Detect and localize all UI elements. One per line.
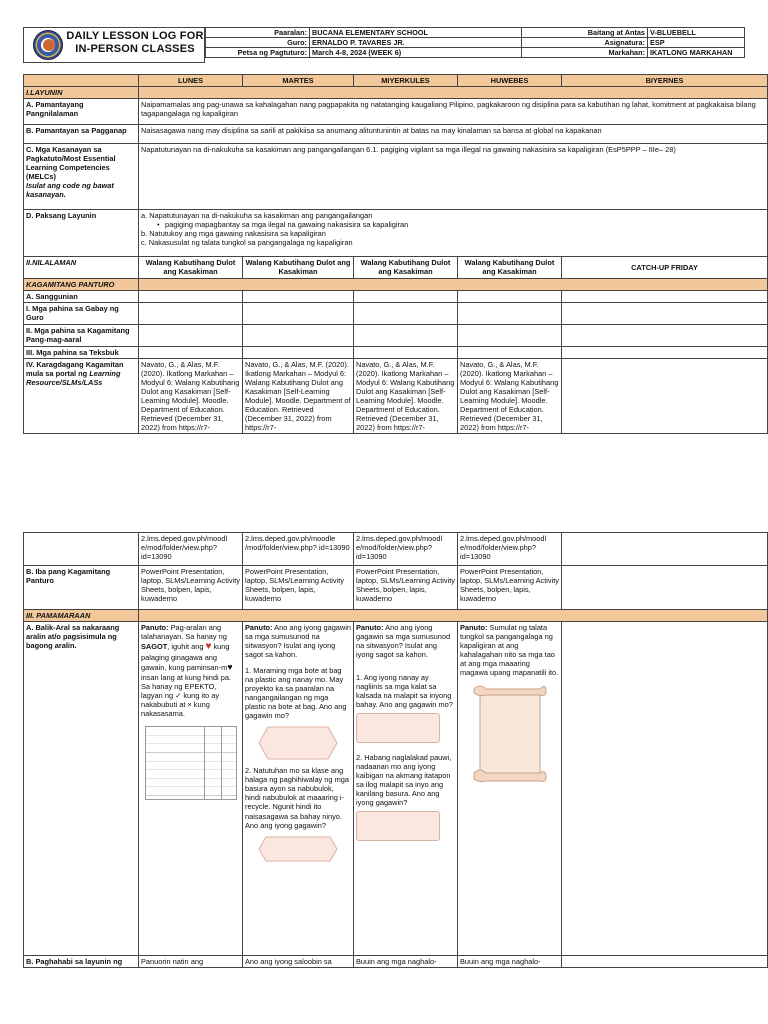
- paksang-layunin-b: b. Natutukoy ang mga gawaing nakasisira sa kapaligiran: [141, 229, 326, 239]
- day-biyernes: BIYERNES: [562, 75, 768, 87]
- melc-note: Isulat ang code ng bawat kasanayan.: [26, 181, 114, 200]
- pamantayang-pangnilalaman-text: Naipamamalas ang pag-unawa sa kahalagahan nang pagpapakita ng natatanging kaugaliang Pilipino, pagkakaroon ng disiplina para sa kabutihan ng lahat, komitment at pagkakaisa bilang tagapangalaga ng kapaligiran: [139, 99, 768, 125]
- day-header-blank: [24, 75, 139, 87]
- iba-pang-kagamitan-label: B. Iba pang Kagamitang Panturo: [24, 566, 139, 610]
- baitang-label: Baitang at Antas: [522, 28, 648, 38]
- reference-cont-martes: 2.lms.deped.gov.ph/moodle /mod/folder/view.php? id=13090: [243, 533, 354, 566]
- paghahabi-miyerkules: Buuin ang mga naghalo-: [354, 956, 458, 968]
- day-header-row: [24, 75, 768, 87]
- guro-value: ERNALDO P. TAVARES JR.: [310, 38, 522, 48]
- nilalaman-label: II.NILALAMAN: [24, 257, 139, 279]
- scroll-paper-icon: [472, 683, 548, 783]
- section-kagamitan: KAGAMITANG PANTURO: [24, 279, 139, 291]
- reference-cont-huwebes: 2.lms.deped.gov.ph/moodl e/mod/folder/view.php? id=13090: [458, 533, 562, 566]
- day-miyerkules: MIYERKULES: [354, 75, 458, 87]
- nilalaman-miyerkules: Walang Kabutihang Dulot ang Kasakiman: [354, 257, 458, 279]
- sanggunian-label: A. Sanggunian: [24, 291, 139, 303]
- paaralan-value: BUCANA ELEMENTARY SCHOOL: [310, 28, 522, 38]
- paghahabi-martes: Ano ang iyong saloobin sa: [243, 956, 354, 968]
- lesson-log-table: [23, 74, 768, 434]
- karagdagang-kagamitan-label: IV. Karagdagang Kagamitan mula sa portal ng Learning Resource/SLMs/LASs: [24, 359, 139, 434]
- guro-label: Guro:: [206, 38, 310, 48]
- melc-label-cell: [24, 144, 139, 210]
- title-line-2: IN-PERSON CLASSES: [75, 42, 195, 55]
- miyerkules-item-2: 2. Habang naglalakad pauwi, nadaanan mo ang iyong kaibigan na akmang itatapon sa ilog malapit sa inyo ang kanilang basura. Ano ang iyong gagawin?: [356, 753, 452, 808]
- balik-aral-huwebes: Panuto: Sumulat ng talata tungkol sa pangangalaga ng kapaligiran at ang kahalagahan nito sa mga tao at ang mga maaaring magawa upang mapanatili ito.: [458, 622, 562, 956]
- day-lunes: LUNES: [139, 75, 243, 87]
- catch-up-friday: CATCH-UP FRIDAY: [562, 257, 768, 279]
- reference-biyernes: [562, 359, 768, 434]
- deped-seal-icon: [33, 30, 63, 60]
- melc-text: Napatutunayan na di-nakukuha sa kasakiman ang pangangailangan 6.1. pagiging vigilant sa mga illegal na gawaing nakasisira sa kapaligiran (EsP5PPP – IIIe– 28): [139, 144, 768, 210]
- asignatura-value: ESP: [648, 38, 745, 48]
- kagamitan-martes: PowerPoint Presentation, laptop, SLMs/Learning Activity Sheets, bolpen, lapis, kuwaderno: [243, 566, 354, 610]
- nilalaman-huwebes: Walang Kabutihang Dulot ang Kasakiman: [458, 257, 562, 279]
- pamantayan-sa-pagganap-text: Naisasagawa nang may disiplina sa sarili at pakikiisa sa anumang alituntunintin at batas na may kinalaman sa bansa at global na kapakanan: [139, 125, 768, 144]
- martes-item-2: 2. Natutuhan mo sa klase ang halaga ng paghihiwalay ng mga basura ayon sa nabubulok, hindi nabubulok at maaaring i-recycle. Ngunit hindi ito naisasagawa sa bahay ninyo. Ano ang iyong gagawin?: [245, 766, 349, 830]
- paaralan-label: Paaralan:: [206, 28, 310, 38]
- teksbuk-label: III. Mga pahina sa Teksbuk: [24, 347, 139, 359]
- title-line-1: DAILY LESSON LOG FOR: [66, 30, 204, 42]
- balik-aral-martes: Panuto: Ano ang iyong gagawin sa mga sumusunod na sitwasyon? Isulat ang iyong sagot sa kahon. 1. Maraming mga bote at bag na plastic ang nanay mo. May proyekto ka sa paaralan na nangangailangan ng mga plastic na bote at bag. Ano ang gagawin mo? 2. Natutuhan mo sa klase ang halaga ng paghihiwalay ng mga basura ayon sa nabubulok, hindi nabubulok at maaaring i-recycle. Ngunit hindi ito naisasagawa sa bahay ninyo. Ano ang iyong gagawin?: [243, 622, 354, 956]
- paghahabi-huwebes: Buuin ang mga naghalo-: [458, 956, 562, 968]
- section-pamamaraan-fill: [139, 610, 768, 622]
- red-heart-icon: ♥: [205, 641, 212, 653]
- pamantayang-pangnilalaman-label: A. Pamantayang Pangnilalaman: [24, 99, 139, 125]
- nilalaman-martes: Walang Kabutihang Dulot ang Kasakiman: [243, 257, 354, 279]
- markahan-label: Markahan:: [522, 48, 648, 58]
- answer-box-hexagon-2[interactable]: [258, 836, 338, 862]
- answer-box-hexagon-1[interactable]: [258, 726, 338, 760]
- miyerkules-item-1: 1. Ang iyong nanay ay nagliinis sa mga kalat sa kalsada na malapit sa inyong bahay. Ano ang gagawin mo?: [356, 673, 453, 710]
- kagamitan-lunes: PowerPoint Presentation, laptop, SLMs/Learning Activity Sheets, bolpen, lapis, kuwaderno: [139, 566, 243, 610]
- section-kagamitan-fill: [139, 279, 768, 291]
- martes-item-1: 1. Maraming mga bote at bag na plastic ang nanay mo. May proyekto ka sa paaralan na nangangailangan ng mga plastic na bote at bag. Ano ang gagawin mo?: [245, 666, 347, 721]
- paksang-layunin-c: c. Nakasusulat ng talata tungkol sa pangangalaga ng kapaligiran: [141, 238, 353, 248]
- markahan-value: IKATLONG MARKAHAN: [648, 48, 745, 58]
- pamantayan-sa-pagganap-label: B. Pamantayan sa Pagganap: [24, 125, 139, 144]
- activity-table-thumbnail: [145, 726, 237, 800]
- day-martes: MARTES: [243, 75, 354, 87]
- baitang-value: V-BLUEBELL: [648, 28, 745, 38]
- nilalaman-lunes: Walang Kabutihang Dulot ang Kasakiman: [139, 257, 243, 279]
- lesson-log-table-continued: [23, 532, 768, 968]
- document-title: [65, 30, 205, 55]
- reference-huwebes: Navato, G., & Alas, M.F. (2020). Ikatlong Markahan – Modyul 6: Walang Kabutihang Dulot ang Kasakiman [Self-Learning Module]. Moodle. Department of Education. Retrieved (December 31, 2022) from https://r7-: [458, 359, 562, 434]
- paghahabi-lunes: Panuorin natin ang: [139, 956, 243, 968]
- melc-label: C. Mga Kasanayan sa Pagkatuto/Most Essential Learning Competencies (MELCs): [26, 145, 116, 182]
- section-layunin: I.LAYUNIN: [24, 87, 139, 99]
- balik-aral-miyerkules: Panuto: Ano ang iyong gagawin sa mga sumusunod na sitwasyon? Isulat ang iyong sagot sa kahon. 1. Ang iyong nanay ay nagliinis sa mga kalat sa kalsada na malapit sa inyong bahay. Ano ang gagawin mo? 2. Habang naglalakad pauwi, nadaanan mo ang iyong kaibigan na akmang itatapon sa ilog malapit sa inyo ang kanilang basura. Ano ang iyong gagawin?: [354, 622, 458, 956]
- reference-miyerkules: Navato, G., & Alas, M.F. (2020). Ikatlong Markahan – Modyul 6: Walang Kabutihang Dulot ang Kasakiman [Self-Learning Module]. Moodle. Department of Education. Retrieved (December 31, 2022) from https://r7-: [354, 359, 458, 434]
- reference-cont-lunes: 2.lms.deped.gov.ph/moodl e/mod/folder/view.php? id=13090: [139, 533, 243, 566]
- kagamitang-mag-aaral-label: II. Mga pahina sa Kagamitang Pang-mag-aaral: [24, 325, 139, 347]
- balik-aral-label: A. Balik-Aral sa nakaraang aralin at/o pagsisimula ng bagong aralin.: [24, 622, 139, 956]
- day-huwebes: HUWEBES: [458, 75, 562, 87]
- reference-martes: Navato, G., & Alas, M.F. (2020). Ikatlong Markahan – Modyul 6: Walang Kabutihang Dulot ang Kasakiman [Self-Learning Module]. Moodle. Department of Education. Retrieved (December 31, 2022) from https://r7-: [243, 359, 354, 434]
- kagamitan-miyerkules: PowerPoint Presentation, laptop, SLMs/Learning Activity Sheets, bolpen, lapis, kuwaderno: [354, 566, 458, 610]
- balik-aral-lunes: [139, 622, 243, 956]
- black-heart-icon: ♥: [227, 662, 233, 673]
- paksang-layunin-bullet: • pagiging mapagbantay sa mga ilegal na gawaing nakasisira sa kapaligiran: [141, 220, 765, 229]
- paksang-layunin-cell: [139, 210, 768, 257]
- section-pamamaraan: III. PAMAMARAAN: [24, 610, 139, 622]
- paksang-layunin-a: a. Napatutunayan na di-nakukuha sa kasakiman ang pangangailangan: [141, 211, 373, 221]
- petsa-value: March 4-8, 2024 (WEEK 6): [310, 48, 522, 58]
- petsa-label: Petsa ng Pagtuturo:: [206, 48, 310, 58]
- paksang-layunin-label: D. Paksang Layunin: [24, 210, 139, 257]
- reference-lunes: Navato, G., & Alas, M.F. (2020). Ikatlong Markahan – Modyul 6: Walang Kabutihang Dulot ang Kasakiman [Self-Learning Module]. Moodle. Department of Education. Retrieved (December 31, 2022) from https://r7-: [139, 359, 243, 434]
- answer-box-1[interactable]: [356, 713, 440, 743]
- continued-label-blank: [24, 533, 139, 566]
- header-meta-table: [205, 27, 745, 58]
- reference-cont-miyerkules: 2.lms.deped.gov.ph/moodl e/mod/folder/view.php? id=13090: [354, 533, 458, 566]
- kagamitan-huwebes: PowerPoint Presentation, laptop, SLMs/Learning Activity Sheets, bolpen, lapis, kuwaderno: [458, 566, 562, 610]
- answer-box-2[interactable]: [356, 811, 440, 841]
- asignatura-label: Asignatura:: [522, 38, 648, 48]
- section-layunin-fill: [139, 87, 768, 99]
- lunes-instructions: Panuto: Pag-aralan ang talahanayan. Sa hanay ng SAGOT, iguhit ang ♥ kung palaging ginagawa ang gawain, kung paminsan-m♥ insan lang at kung hindi pa. Sa hanay ng EPEKTO, lagyan ng ✓ kung ito ay nakabubuti at × kung nakasasama.: [141, 623, 233, 719]
- paghahabi-label: B. Paghahabi sa layunin ng: [24, 956, 139, 968]
- gabay-ng-guro-label: I. Mga pahina sa Gabay ng Guro: [24, 303, 139, 325]
